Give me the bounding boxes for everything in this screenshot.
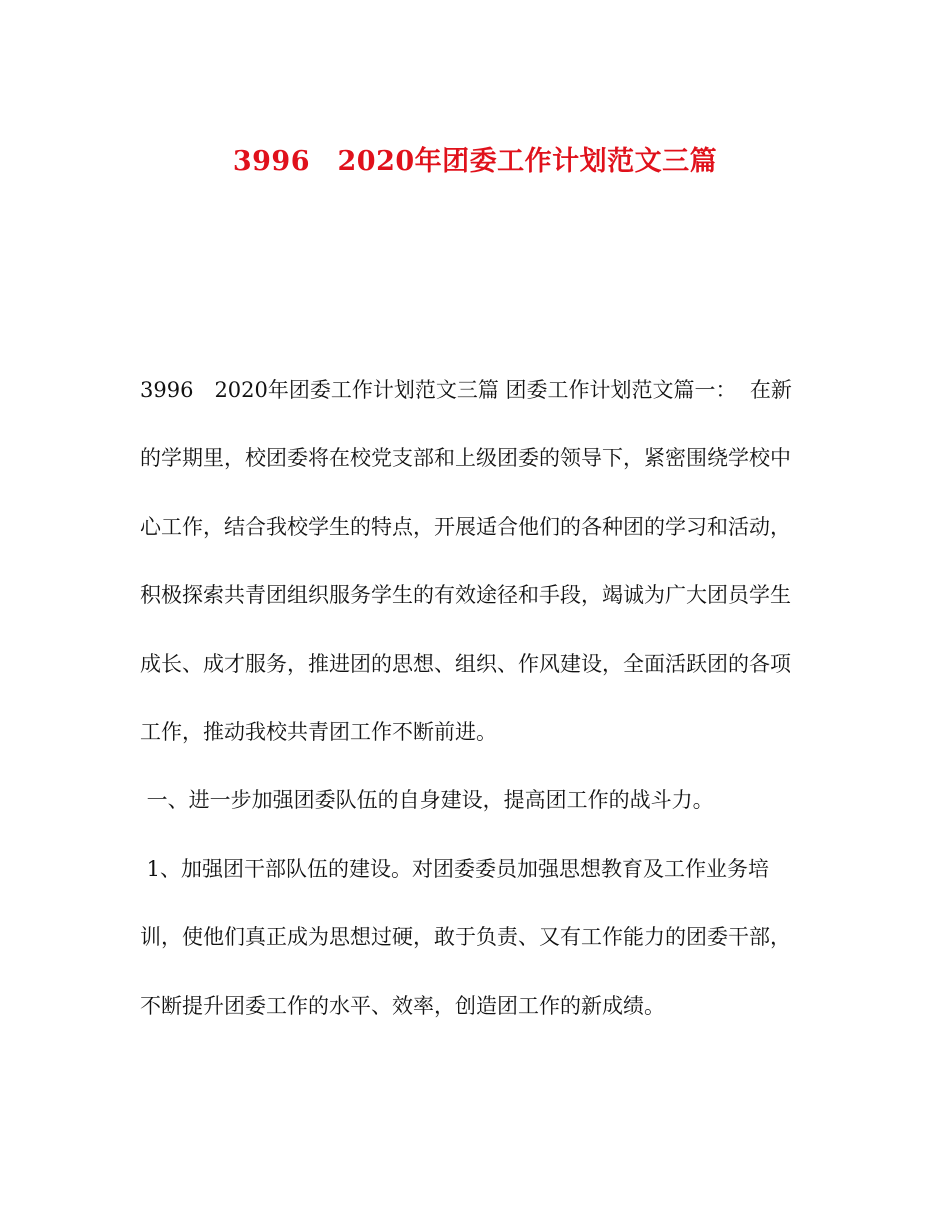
document-title: 3996 2020年团委工作计划范文三篇: [232, 146, 718, 177]
body-line: 积极探索共青团组织服务学生的有效途径和手段，竭诚为广大团员学生: [140, 583, 791, 608]
body-line: 的学期里，校团委将在校党支部和上级团委的领导下，紧密围绕学校中: [140, 446, 791, 471]
section-heading: 一、进一步加强团委队伍的自身建设，提高团工作的战斗力。: [140, 788, 714, 813]
body-line: 不断提升团委工作的水平、效率，创造团工作的新成绩。: [140, 993, 665, 1018]
body-line: 工作，推动我校共青团工作不断前进。: [140, 719, 497, 744]
body-line: 成长、成才服务，推进团的思想、组织、作风建设，全面活跃团的各项: [140, 651, 791, 676]
document-body: [140, 367, 820, 1051]
body-line: 训，使他们真正成为思想过硬，敢于负责、又有工作能力的团委干部，: [140, 925, 791, 950]
body-line: 心工作，结合我校学生的特点，开展适合他们的各种团的学习和活动，: [140, 514, 791, 539]
body-line: 3996 2020年团委工作计划范文三篇 团委工作计划范文篇一： 在新: [140, 378, 792, 402]
body-line: 1、加强团干部队伍的建设。对团委委员加强思想教育及工作业务培: [140, 856, 770, 881]
